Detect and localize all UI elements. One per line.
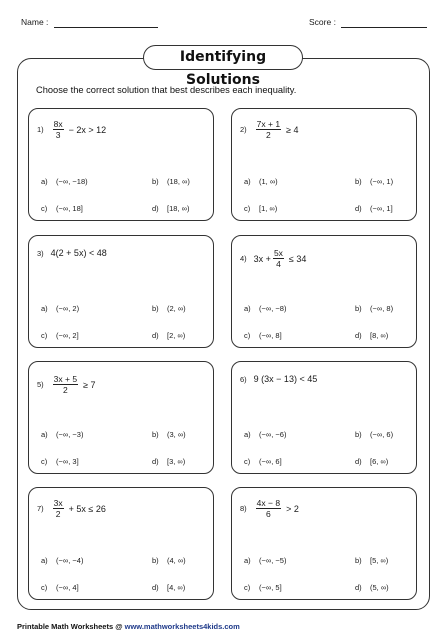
expression-part: ≤ 34 bbox=[288, 253, 307, 264]
problem-5 bbox=[28, 361, 214, 474]
answer-option[interactable] bbox=[244, 430, 286, 439]
answer-option[interactable] bbox=[152, 457, 185, 466]
problem-number: 6) bbox=[240, 374, 247, 384]
option-value: (−∞, −8) bbox=[259, 304, 287, 313]
expression-part: 3x + bbox=[253, 253, 271, 264]
inequality bbox=[240, 374, 317, 384]
option-letter: d) bbox=[152, 457, 159, 466]
option-letter: b) bbox=[152, 556, 159, 565]
option-value: (−∞, −18) bbox=[56, 177, 88, 186]
option-letter: c) bbox=[244, 457, 251, 466]
score-field[interactable] bbox=[341, 27, 427, 28]
answer-option[interactable] bbox=[244, 177, 278, 186]
answer-option[interactable] bbox=[41, 583, 79, 592]
inequality bbox=[37, 248, 107, 258]
option-letter: b) bbox=[152, 177, 159, 186]
fraction bbox=[53, 374, 78, 395]
problem-number: 7) bbox=[37, 504, 44, 513]
answer-option[interactable] bbox=[41, 556, 83, 565]
option-value: (−∞, 5] bbox=[259, 583, 282, 592]
answer-option[interactable] bbox=[41, 204, 83, 213]
option-letter: c) bbox=[41, 204, 48, 213]
fraction-denominator: 2 bbox=[266, 130, 271, 140]
answer-option[interactable] bbox=[244, 556, 286, 565]
option-value: [4, ∞) bbox=[167, 583, 186, 592]
answer-option[interactable] bbox=[41, 331, 79, 340]
option-letter: a) bbox=[41, 304, 48, 313]
answer-option[interactable] bbox=[355, 304, 393, 313]
option-letter: a) bbox=[41, 177, 48, 186]
fraction-denominator: 2 bbox=[63, 385, 68, 395]
problem-6 bbox=[231, 361, 417, 474]
answer-option[interactable] bbox=[355, 556, 388, 565]
answer-option[interactable] bbox=[355, 457, 388, 466]
option-value: (−∞, 1) bbox=[370, 177, 394, 186]
answer-option[interactable] bbox=[152, 304, 186, 313]
instruction-text: Choose the correct solution that best describes each inequality. bbox=[36, 85, 297, 95]
option-letter: c) bbox=[41, 331, 48, 340]
option-letter: a) bbox=[244, 430, 251, 439]
score-label: Score : bbox=[309, 17, 336, 27]
problem-number: 4) bbox=[240, 254, 247, 263]
answer-option[interactable] bbox=[41, 304, 79, 313]
inequality bbox=[37, 119, 106, 140]
option-value: (−∞, 6) bbox=[370, 430, 394, 439]
answer-option[interactable] bbox=[152, 331, 185, 340]
expression-part: > 2 bbox=[286, 503, 299, 514]
answer-option[interactable] bbox=[355, 177, 393, 186]
option-letter: a) bbox=[41, 430, 48, 439]
option-letter: d) bbox=[355, 331, 362, 340]
fraction-numerator: 7x + 1 bbox=[256, 119, 281, 129]
answer-option[interactable] bbox=[244, 304, 286, 313]
fraction bbox=[53, 119, 64, 140]
option-value: (5, ∞) bbox=[370, 583, 389, 592]
footer-url-link[interactable]: www.mathworksheets4kids.com bbox=[124, 622, 240, 631]
option-value: (−∞, 3] bbox=[56, 457, 79, 466]
option-letter: a) bbox=[244, 304, 251, 313]
option-value: (−∞, −4) bbox=[56, 556, 84, 565]
option-letter: c) bbox=[244, 583, 251, 592]
inequality bbox=[240, 498, 299, 519]
inequality bbox=[37, 498, 106, 519]
fraction-denominator: 2 bbox=[55, 509, 61, 519]
option-letter: a) bbox=[244, 177, 251, 186]
option-value: [2, ∞) bbox=[167, 331, 186, 340]
answer-option[interactable] bbox=[355, 583, 389, 592]
option-value: [8, ∞) bbox=[370, 331, 389, 340]
option-value: (−∞, 8) bbox=[370, 304, 394, 313]
option-value: (4, ∞) bbox=[167, 556, 186, 565]
answer-option[interactable] bbox=[152, 204, 189, 213]
option-value: (−∞, 4] bbox=[56, 583, 79, 592]
name-label: Name : bbox=[21, 17, 49, 27]
problem-number: 5) bbox=[37, 380, 44, 389]
option-value: (−∞, −3) bbox=[56, 430, 84, 439]
option-value: (−∞, 8] bbox=[259, 331, 282, 340]
problem-number: 2) bbox=[240, 125, 247, 134]
option-value: (−∞, −5) bbox=[259, 556, 287, 565]
option-value: (18, ∞) bbox=[167, 177, 190, 186]
option-value: [6, ∞) bbox=[370, 457, 389, 466]
option-letter: a) bbox=[41, 556, 48, 565]
fraction bbox=[256, 119, 281, 140]
expression-part: ≥ 4 bbox=[286, 124, 299, 135]
fraction bbox=[273, 248, 284, 269]
answer-option[interactable] bbox=[152, 583, 185, 592]
answer-option[interactable] bbox=[244, 457, 282, 466]
answer-option[interactable] bbox=[355, 430, 393, 439]
option-letter: d) bbox=[152, 204, 159, 213]
expression-part: ≥ 7 bbox=[83, 379, 96, 390]
option-value: (−∞, 18] bbox=[56, 204, 83, 213]
option-value: [5, ∞) bbox=[370, 556, 389, 565]
option-value: [18, ∞) bbox=[167, 204, 190, 213]
option-value: (−∞, −6) bbox=[259, 430, 287, 439]
problem-1 bbox=[28, 108, 214, 221]
footer-brand: Printable Math Worksheets @ bbox=[17, 622, 123, 631]
fraction-numerator: 3x + 5 bbox=[53, 374, 78, 384]
option-letter: d) bbox=[355, 583, 362, 592]
expression-part: + 5x ≤ 26 bbox=[68, 503, 106, 514]
option-letter: b) bbox=[355, 556, 362, 565]
option-letter: b) bbox=[355, 177, 362, 186]
fraction bbox=[256, 498, 281, 519]
option-value: (1, ∞) bbox=[259, 177, 278, 186]
option-letter: c) bbox=[41, 583, 48, 592]
inequality bbox=[240, 119, 299, 140]
option-value: (3, ∞) bbox=[167, 430, 186, 439]
answer-option[interactable] bbox=[41, 177, 88, 186]
fraction-denominator: 4 bbox=[276, 259, 281, 269]
fraction-numerator: 3x bbox=[53, 498, 63, 508]
inequality bbox=[37, 374, 96, 395]
expression-part: − 2x > 12 bbox=[68, 124, 107, 135]
option-letter: b) bbox=[152, 430, 159, 439]
option-value: [3, ∞) bbox=[167, 457, 186, 466]
answer-option[interactable] bbox=[244, 204, 277, 213]
option-value: (2, ∞) bbox=[167, 304, 186, 313]
answer-option[interactable] bbox=[152, 430, 186, 439]
problem-3 bbox=[28, 235, 214, 348]
answer-option[interactable] bbox=[152, 177, 190, 186]
footer bbox=[17, 622, 240, 631]
option-letter: c) bbox=[41, 457, 48, 466]
inequality bbox=[240, 248, 306, 269]
problem-4 bbox=[231, 235, 417, 348]
answer-option[interactable] bbox=[355, 204, 393, 213]
fraction bbox=[53, 498, 64, 519]
option-letter: c) bbox=[244, 331, 251, 340]
option-value: (−∞, 1] bbox=[370, 204, 393, 213]
problem-7 bbox=[28, 487, 214, 600]
answer-option[interactable] bbox=[152, 556, 186, 565]
answer-option[interactable] bbox=[355, 331, 388, 340]
option-letter: d) bbox=[355, 457, 362, 466]
option-letter: d) bbox=[152, 583, 159, 592]
name-field[interactable] bbox=[54, 27, 158, 28]
expression-part: 4(2 + 5x) < 48 bbox=[50, 248, 107, 258]
option-value: [1, ∞) bbox=[259, 204, 278, 213]
problem-2 bbox=[231, 108, 417, 221]
worksheet-title: Identifying Solutions bbox=[143, 45, 303, 70]
fraction-numerator: 5x bbox=[273, 248, 283, 258]
option-value: (−∞, 6] bbox=[259, 457, 282, 466]
option-letter: b) bbox=[355, 430, 362, 439]
problem-number: 8) bbox=[240, 504, 247, 513]
expression-part: 9 (3x − 13) < 45 bbox=[253, 374, 318, 384]
option-letter: d) bbox=[152, 331, 159, 340]
problem-number: 3) bbox=[37, 248, 44, 258]
answer-option[interactable] bbox=[41, 430, 83, 439]
option-value: (−∞, 2] bbox=[56, 331, 79, 340]
option-letter: b) bbox=[152, 304, 159, 313]
answer-option[interactable] bbox=[244, 331, 282, 340]
option-letter: b) bbox=[355, 304, 362, 313]
option-letter: d) bbox=[355, 204, 362, 213]
answer-option[interactable] bbox=[244, 583, 282, 592]
answer-option[interactable] bbox=[41, 457, 79, 466]
fraction-numerator: 4x − 8 bbox=[256, 498, 281, 508]
problem-number: 1) bbox=[37, 125, 44, 134]
option-value: (−∞, 2) bbox=[56, 304, 80, 313]
option-letter: a) bbox=[244, 556, 251, 565]
fraction-numerator: 8x bbox=[53, 119, 63, 129]
problem-8 bbox=[231, 487, 417, 600]
fraction-denominator: 3 bbox=[55, 130, 61, 140]
option-letter: c) bbox=[244, 204, 251, 213]
fraction-denominator: 6 bbox=[266, 509, 271, 519]
